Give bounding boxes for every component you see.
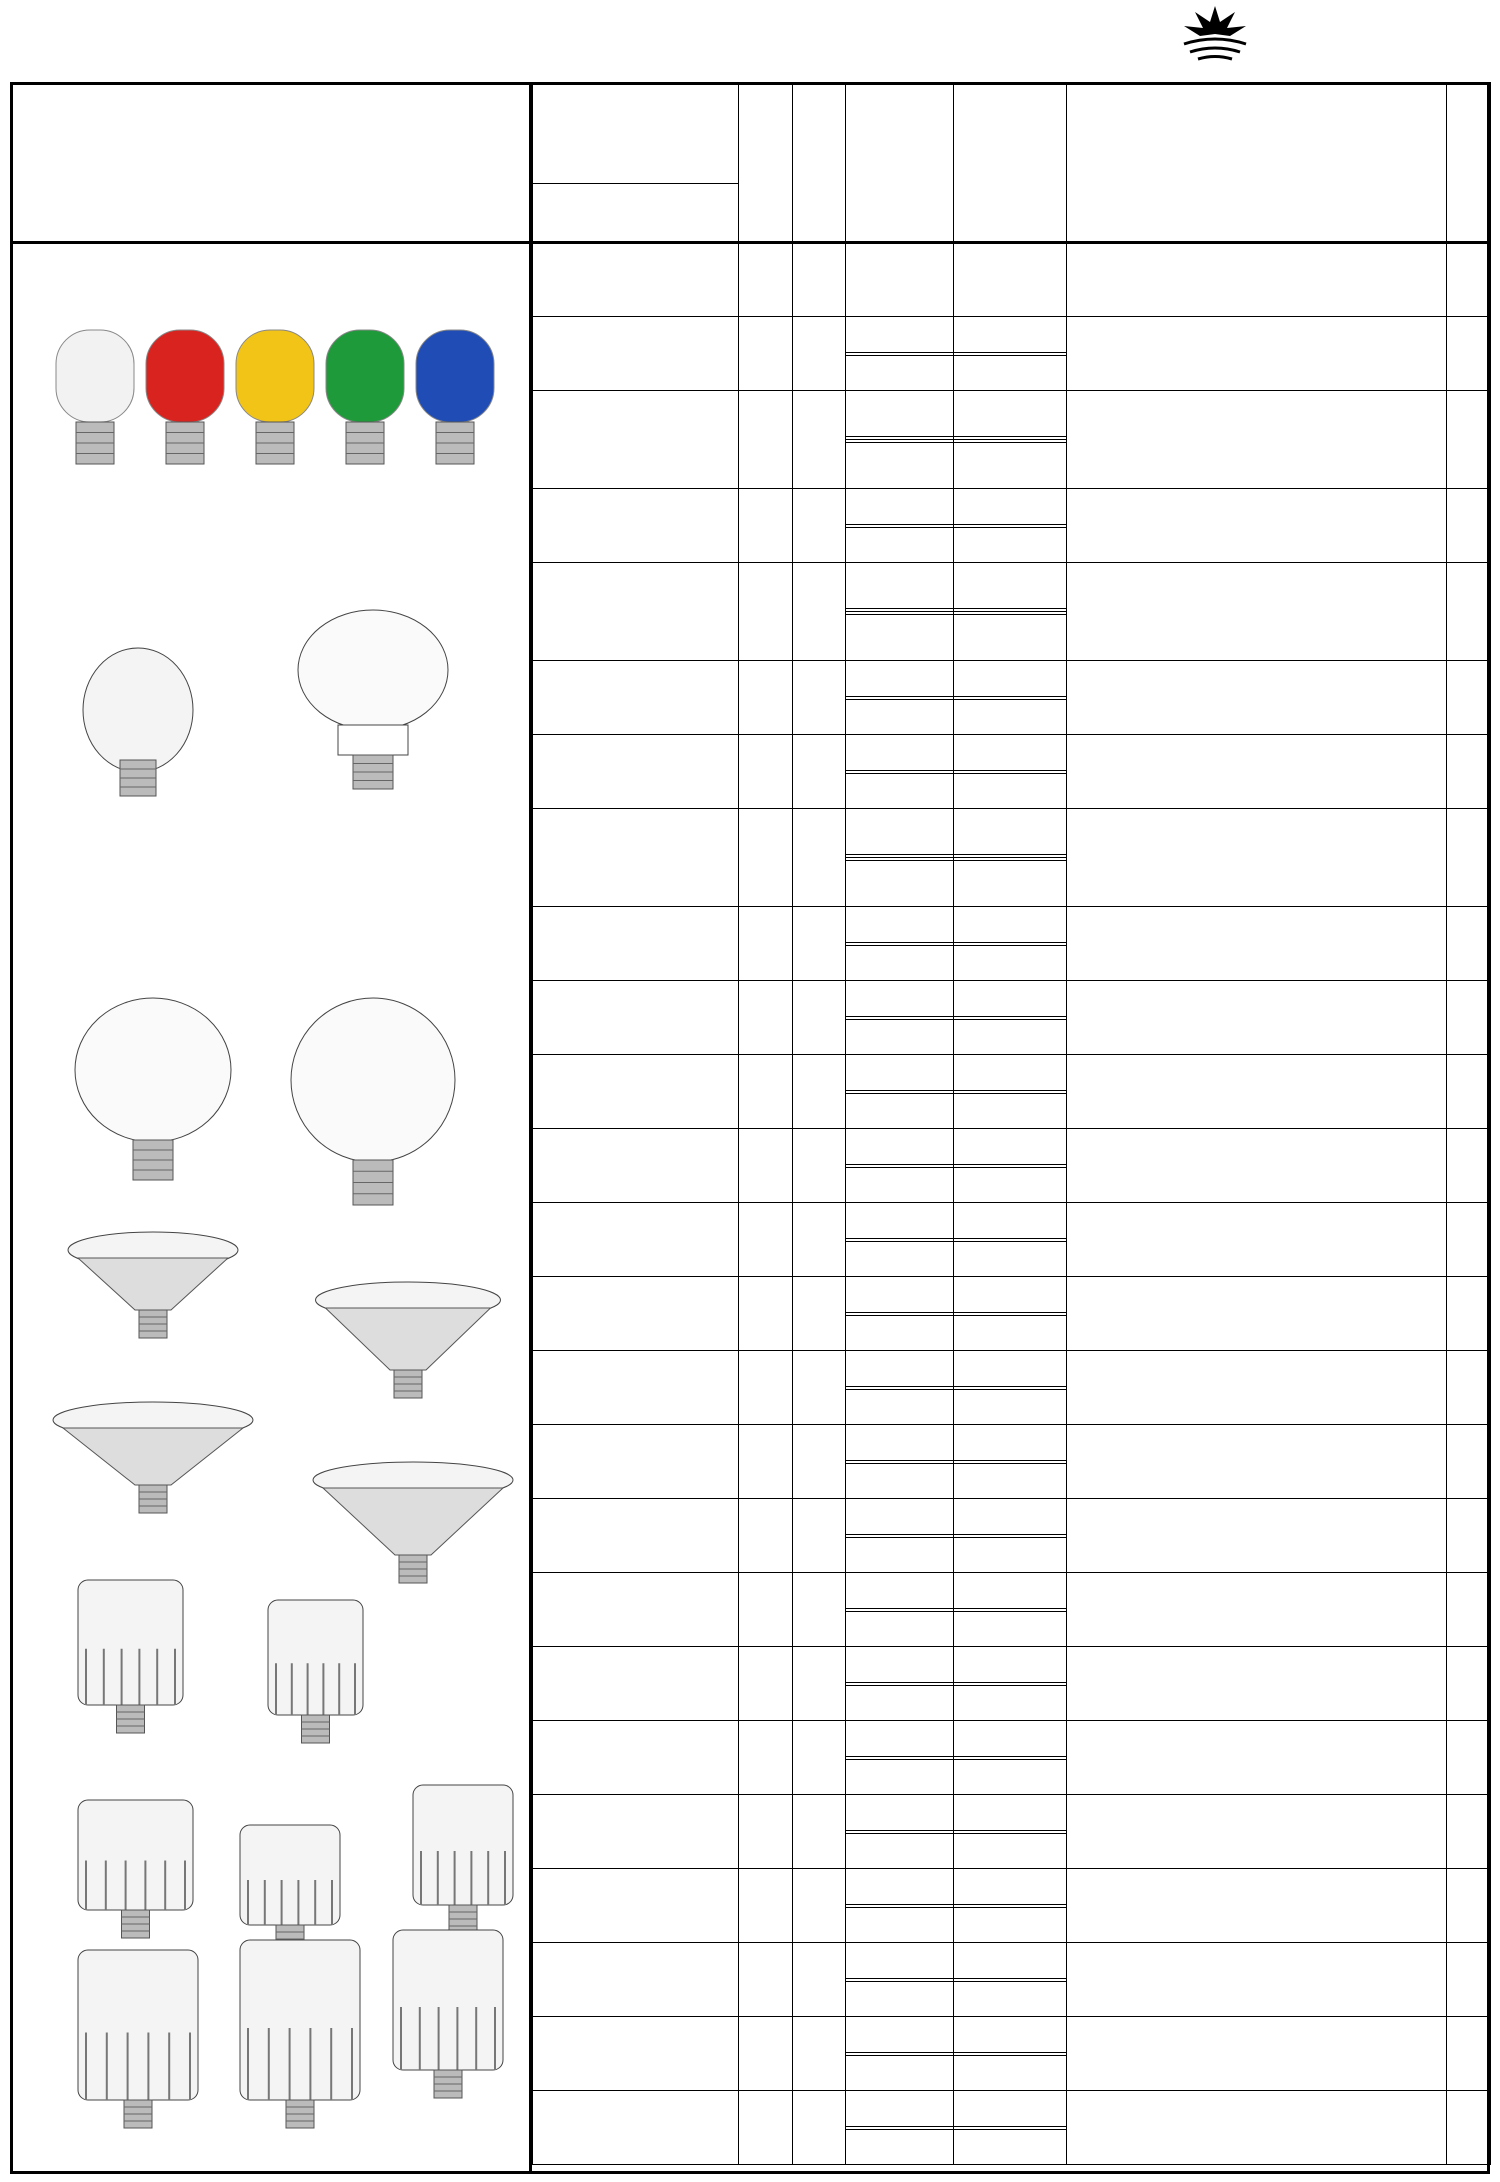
product-code (846, 1686, 953, 1688)
light-color-cell (954, 1943, 1067, 2017)
product-name (1067, 317, 1447, 391)
table-row (533, 1425, 1491, 1499)
row-number (1447, 907, 1491, 981)
table-row (533, 907, 1491, 981)
light-color (954, 1316, 1066, 1318)
light-color-cell (954, 563, 1067, 661)
product-name (1067, 661, 1447, 735)
light-color-cell (954, 489, 1067, 563)
light-color-cell (954, 1869, 1067, 1943)
colored-bulb (326, 330, 404, 422)
mushroom-fins (78, 1258, 228, 1310)
row-number (1447, 243, 1491, 317)
light-color (954, 700, 1066, 702)
light-color (954, 1834, 1066, 1836)
light-color-cell (954, 1499, 1067, 1573)
pack-quantity (793, 391, 846, 489)
pack-quantity (793, 1869, 846, 1943)
table-row (533, 809, 1491, 907)
product-name (1067, 1129, 1447, 1203)
consumer-price (533, 1795, 739, 1869)
product-code-cell (846, 1425, 954, 1499)
consumer-price (533, 907, 739, 981)
light-color (954, 1760, 1066, 1762)
product-code-cell (846, 317, 954, 391)
product-code (846, 1760, 953, 1762)
pack-quantity (793, 735, 846, 809)
row-number (1447, 1647, 1491, 1721)
unit (739, 1573, 793, 1647)
cylinder-bulb (393, 1930, 503, 2070)
colored-bulb (56, 330, 134, 422)
unit (739, 907, 793, 981)
row-number (1447, 391, 1491, 489)
consumer-price (533, 1203, 739, 1277)
pack-quantity (793, 1943, 846, 2017)
row-number (1447, 1499, 1491, 1573)
row-number (1447, 1869, 1491, 1943)
consumer-price (533, 2017, 739, 2091)
cylinder-bulb (240, 1825, 340, 1925)
product-code (846, 443, 953, 445)
consumer-price (533, 1425, 739, 1499)
product-code (846, 1316, 953, 1318)
col-unit-header (739, 83, 793, 243)
pack-quantity (793, 661, 846, 735)
product-code (846, 861, 953, 863)
product-code-cell (846, 1129, 954, 1203)
consumer-price (533, 563, 739, 661)
pack-quantity (793, 563, 846, 661)
product-code (846, 2130, 953, 2132)
product-code-cell (846, 1573, 954, 1647)
row-number (1447, 2091, 1491, 2165)
pack-quantity (793, 2091, 846, 2165)
table-row (533, 1869, 1491, 1943)
table-row (533, 1943, 1491, 2017)
table-header (533, 83, 1491, 243)
consumer-price (533, 1573, 739, 1647)
consumer-price (533, 489, 739, 563)
unit (739, 2091, 793, 2165)
unit (739, 1721, 793, 1795)
light-color (954, 1464, 1066, 1466)
table-row (533, 1499, 1491, 1573)
consumer-price (533, 1647, 739, 1721)
light-color-cell (954, 2017, 1067, 2091)
product-code (846, 2056, 953, 2058)
light-color (954, 2130, 1066, 2132)
consumer-price (533, 2091, 739, 2165)
light-color-cell (954, 661, 1067, 735)
unit (739, 391, 793, 489)
product-code (846, 1612, 953, 1614)
consumer-price (533, 243, 739, 317)
light-color-cell (954, 981, 1067, 1055)
row-number (1447, 1795, 1491, 1869)
light-color (954, 1612, 1066, 1614)
product-code-cell (846, 981, 954, 1055)
table-row (533, 1351, 1491, 1425)
product-code (846, 1390, 953, 1392)
product-code-cell (846, 1795, 954, 1869)
col-code-header (846, 83, 954, 243)
table-row (533, 1277, 1491, 1351)
product-name (1067, 1943, 1447, 2017)
product-code-cell (846, 243, 954, 317)
product-code-cell (846, 1203, 954, 1277)
unit (739, 563, 793, 661)
product-name (1067, 243, 1447, 317)
product-name (1067, 2091, 1447, 2165)
unit (739, 661, 793, 735)
product-code (846, 774, 953, 776)
product-code (846, 615, 953, 617)
product-code (846, 279, 953, 281)
light-color (954, 861, 1066, 863)
product-name (1067, 563, 1447, 661)
light-color-cell (954, 809, 1067, 907)
product-name (1067, 1055, 1447, 1129)
bulb-outline (75, 998, 231, 1142)
consumer-price (533, 809, 739, 907)
product-code (846, 946, 953, 948)
light-color-cell (954, 1055, 1067, 1129)
row-number (1447, 1203, 1491, 1277)
row-number (1447, 1055, 1491, 1129)
light-color-cell (954, 1647, 1067, 1721)
light-color (954, 946, 1066, 948)
pack-quantity (793, 1499, 846, 1573)
product-code (846, 528, 953, 530)
product-pictures (18, 250, 526, 2165)
consumer-price (533, 317, 739, 391)
col-price-header (533, 83, 739, 243)
pack-quantity (793, 1721, 846, 1795)
product-code-cell (846, 809, 954, 907)
table-row (533, 489, 1491, 563)
product-code-cell (846, 1277, 954, 1351)
product-code-cell (846, 661, 954, 735)
consumer-price (533, 661, 739, 735)
pack-quantity (793, 1055, 846, 1129)
light-color (954, 1242, 1066, 1244)
unit (739, 1203, 793, 1277)
product-code-cell (846, 1869, 954, 1943)
product-code (846, 1464, 953, 1466)
product-code (846, 1020, 953, 1022)
row-number (1447, 1129, 1491, 1203)
col-name-header (1067, 83, 1447, 243)
row-number (1447, 1573, 1491, 1647)
row-number (1447, 981, 1491, 1055)
product-name (1067, 907, 1447, 981)
product-code-cell (846, 735, 954, 809)
table-row (533, 1795, 1491, 1869)
product-code (846, 1982, 953, 1984)
unit (739, 1943, 793, 2017)
product-code-cell (846, 2017, 954, 2091)
table-row (533, 1573, 1491, 1647)
row-number (1447, 1721, 1491, 1795)
table-row (533, 391, 1491, 489)
product-name (1067, 1869, 1447, 1943)
product-code-cell (846, 391, 954, 489)
light-color-cell (954, 391, 1067, 489)
product-code-cell (846, 1055, 954, 1129)
product-name (1067, 1573, 1447, 1647)
mushroom-fins (63, 1428, 243, 1485)
pack-quantity (793, 1647, 846, 1721)
mushroom-fins (323, 1488, 503, 1555)
consumer-price (533, 1055, 739, 1129)
product-code (846, 356, 953, 358)
price-table (532, 82, 1491, 2165)
unit (739, 1277, 793, 1351)
mushroom-fins (326, 1308, 491, 1370)
pack-quantity (793, 1573, 846, 1647)
unit (739, 243, 793, 317)
colored-bulb (146, 330, 224, 422)
consumer-price (533, 981, 739, 1055)
pack-quantity (793, 243, 846, 317)
pack-quantity (793, 2017, 846, 2091)
product-name (1067, 489, 1447, 563)
table-row (533, 1055, 1491, 1129)
row-number (1447, 1943, 1491, 2017)
consumer-price (533, 1721, 739, 1795)
row-number (1447, 661, 1491, 735)
pack-quantity (793, 907, 846, 981)
consumer-price (533, 1351, 739, 1425)
light-color (954, 774, 1066, 776)
table-row (533, 661, 1491, 735)
pack-quantity (793, 809, 846, 907)
table-row (533, 735, 1491, 809)
row-number (1447, 1351, 1491, 1425)
product-code (846, 1834, 953, 1836)
product-code-cell (846, 1721, 954, 1795)
product-code (846, 700, 953, 702)
light-color-cell (954, 907, 1067, 981)
table-row (533, 1647, 1491, 1721)
product-name (1067, 1277, 1447, 1351)
table-row (533, 981, 1491, 1055)
light-color (954, 1094, 1066, 1096)
unit (739, 1795, 793, 1869)
product-code-cell (846, 1647, 954, 1721)
unit (739, 735, 793, 809)
table-row (533, 1721, 1491, 1795)
unit (739, 1499, 793, 1573)
product-name (1067, 981, 1447, 1055)
product-name (1067, 1795, 1447, 1869)
consumer-price (533, 735, 739, 809)
pack-quantity (793, 981, 846, 1055)
product-name (1067, 1499, 1447, 1573)
unit (739, 1351, 793, 1425)
cylinder-bulb (78, 1800, 193, 1910)
unit (739, 317, 793, 391)
colored-bulb (416, 330, 494, 422)
light-color (954, 1908, 1066, 1910)
colored-bulb (236, 330, 314, 422)
light-color-cell (954, 243, 1067, 317)
light-color (954, 443, 1066, 445)
product-code (846, 1242, 953, 1244)
light-color-cell (954, 1721, 1067, 1795)
light-color-cell (954, 1203, 1067, 1277)
bulb-neck (338, 725, 408, 755)
row-number (1447, 1277, 1491, 1351)
light-color (954, 1390, 1066, 1392)
light-color-cell (954, 1129, 1067, 1203)
pack-quantity (793, 1795, 846, 1869)
table-row (533, 1203, 1491, 1277)
consumer-price (533, 1129, 739, 1203)
light-color-cell (954, 1277, 1067, 1351)
light-color-cell (954, 1425, 1067, 1499)
unit (739, 809, 793, 907)
row-number (1447, 809, 1491, 907)
product-code-cell (846, 1351, 954, 1425)
product-name (1067, 1425, 1447, 1499)
product-code-cell (846, 489, 954, 563)
row-number (1447, 563, 1491, 661)
cylinder-bulb (78, 1580, 183, 1705)
pack-quantity (793, 1129, 846, 1203)
product-name (1067, 735, 1447, 809)
unit (739, 1647, 793, 1721)
product-code (846, 1168, 953, 1170)
product-code (846, 1538, 953, 1540)
product-code (846, 1908, 953, 1910)
row-number (1447, 489, 1491, 563)
page-header (0, 0, 1500, 80)
sun-logo-icon (1180, 4, 1250, 64)
unit (739, 1425, 793, 1499)
light-color (954, 1168, 1066, 1170)
light-color (954, 2056, 1066, 2058)
product-code (846, 1094, 953, 1096)
light-color (954, 1020, 1066, 1022)
light-color-cell (954, 1573, 1067, 1647)
light-color-cell (954, 735, 1067, 809)
product-name (1067, 1351, 1447, 1425)
product-code-cell (846, 1943, 954, 2017)
consumer-price (533, 1943, 739, 2017)
table-row (533, 563, 1491, 661)
cylinder-bulb (240, 1940, 360, 2100)
product-code-cell (846, 1499, 954, 1573)
col-color-header (954, 83, 1067, 243)
cylinder-bulb (413, 1785, 513, 1905)
light-color (954, 356, 1066, 358)
picture-column-header (10, 82, 532, 244)
product-name (1067, 809, 1447, 907)
consumer-price (533, 1277, 739, 1351)
unit (739, 1055, 793, 1129)
consumer-price (533, 391, 739, 489)
light-color (954, 615, 1066, 617)
row-number (1447, 2017, 1491, 2091)
pack-quantity (793, 1203, 846, 1277)
product-name (1067, 391, 1447, 489)
pack-quantity (793, 1277, 846, 1351)
col-row-header (1447, 83, 1491, 243)
row-number (1447, 317, 1491, 391)
light-color-cell (954, 2091, 1067, 2165)
unit (739, 1129, 793, 1203)
col-pack-header (793, 83, 846, 243)
light-color (954, 528, 1066, 530)
table-row (533, 1129, 1491, 1203)
pack-quantity (793, 317, 846, 391)
product-name (1067, 2017, 1447, 2091)
product-code-cell (846, 563, 954, 661)
light-color-cell (954, 317, 1067, 391)
product-name (1067, 1721, 1447, 1795)
unit (739, 1869, 793, 1943)
light-color-cell (954, 1351, 1067, 1425)
unit (739, 2017, 793, 2091)
table-row (533, 2017, 1491, 2091)
cylinder-bulb (78, 1950, 198, 2100)
unit (739, 981, 793, 1055)
product-code-cell (846, 907, 954, 981)
light-color (954, 1686, 1066, 1688)
cylinder-bulb (268, 1600, 363, 1715)
light-color-cell (954, 1795, 1067, 1869)
row-number (1447, 1425, 1491, 1499)
pack-quantity (793, 1425, 846, 1499)
bulb-outline (83, 648, 193, 772)
consumer-price (533, 1869, 739, 1943)
bulb-outline (298, 610, 448, 730)
light-color (954, 1538, 1066, 1540)
pack-quantity (793, 1351, 846, 1425)
table-row (533, 243, 1491, 317)
unit (739, 489, 793, 563)
product-code-cell (846, 2091, 954, 2165)
table-row (533, 2091, 1491, 2165)
product-name (1067, 1647, 1447, 1721)
table-row (533, 317, 1491, 391)
product-name (1067, 1203, 1447, 1277)
row-number (1447, 735, 1491, 809)
light-color (954, 1982, 1066, 1984)
pack-quantity (793, 489, 846, 563)
consumer-price (533, 1499, 739, 1573)
bulb-outline (291, 998, 455, 1162)
